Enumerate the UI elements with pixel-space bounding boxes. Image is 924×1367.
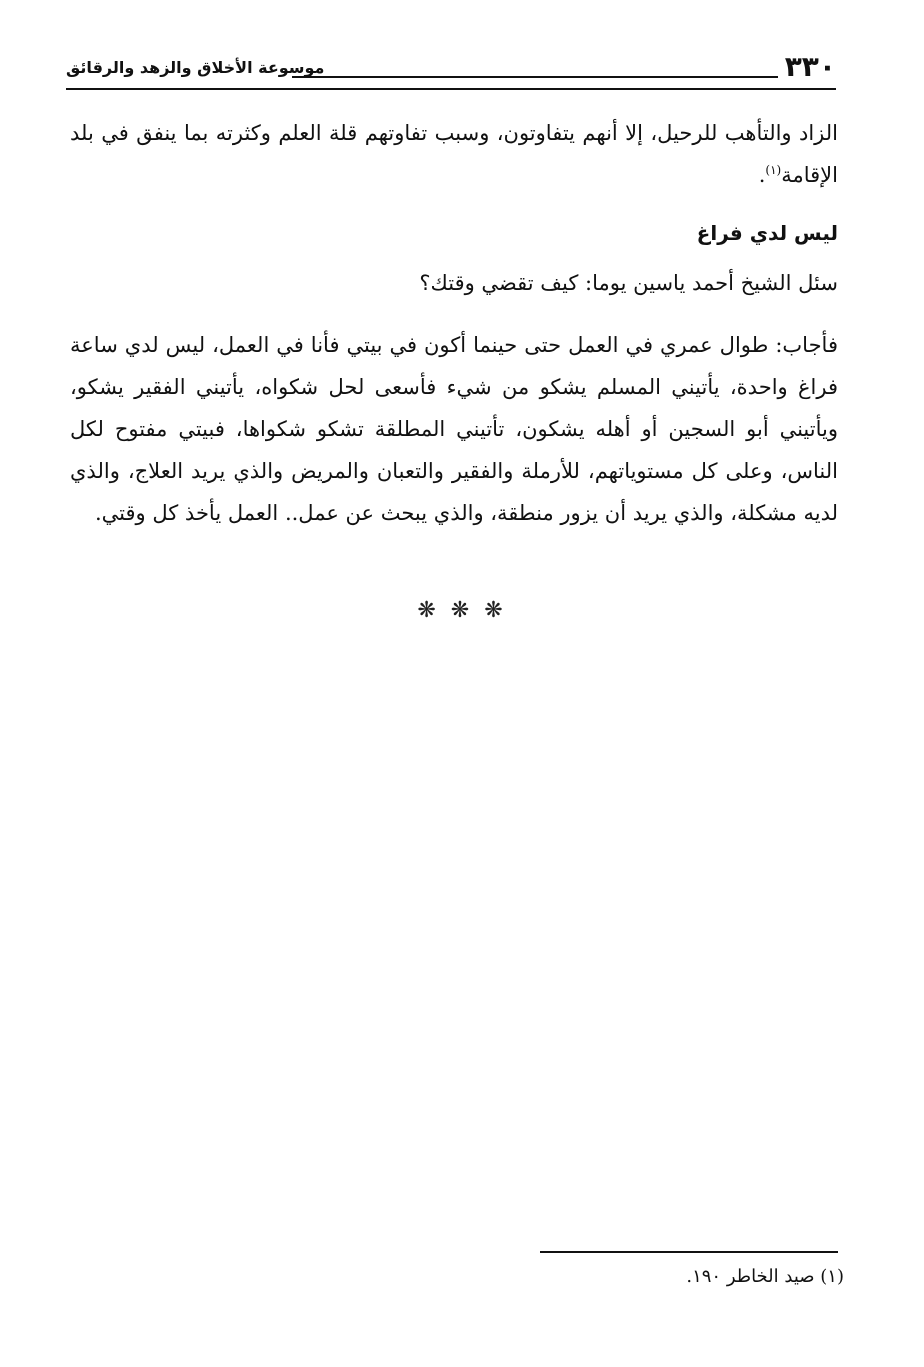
page-number: ٣٣٠ [784, 50, 836, 83]
header-underline [66, 88, 836, 90]
paragraph-end: . [758, 163, 766, 187]
header-rule [292, 76, 778, 78]
paragraph-continuation [70, 112, 838, 196]
running-title: موسوعة الأخلاق والزهد والرقائق [66, 58, 325, 77]
footnote-rule [540, 1251, 838, 1253]
footnote: (١) صيد الخاطر ١٩٠. [686, 1266, 844, 1287]
paragraph-text: الزاد والتأهب للرحيل، إلا أنهم يتفاوتون، وسبب تفاوتهم قلة العلم وكثرته بما ينفق في بلد الإقامة [70, 121, 838, 187]
running-header [66, 52, 836, 92]
section-heading: ليس لدي فراغ [696, 221, 838, 245]
question-paragraph: سئل الشيخ أحمد ياسين يوما: كيف تقضي وقتك؟ [419, 271, 838, 295]
section-separator: ❋ ❋ ❋ [417, 598, 507, 623]
footnote-reference: (١) [765, 163, 782, 177]
answer-paragraph: فأجاب: طوال عمري في العمل حتى حينما أكون في بيتي فأنا في العمل، ليس لدي ساعة فراغ واحدة، يأتيني المسلم يشكو من شيء فأسعى لحل شكواه، يأتيني الفقير يشكو، ويأتيني أبو السجين أو أهله يشكون، تأتيني المطلقة تشكو شكواها، فبيتي مفتوح لكل الناس، وعلى كل مستوياتهم، للأرملة والفقير والتعبان والمريض والذي يريد العلاج، والذي لديه مشكلة، والذي يريد أن يزور منطقة، والذي يبحث عن عمل.. العمل يأخذ كل وقتي. [70, 333, 838, 525]
